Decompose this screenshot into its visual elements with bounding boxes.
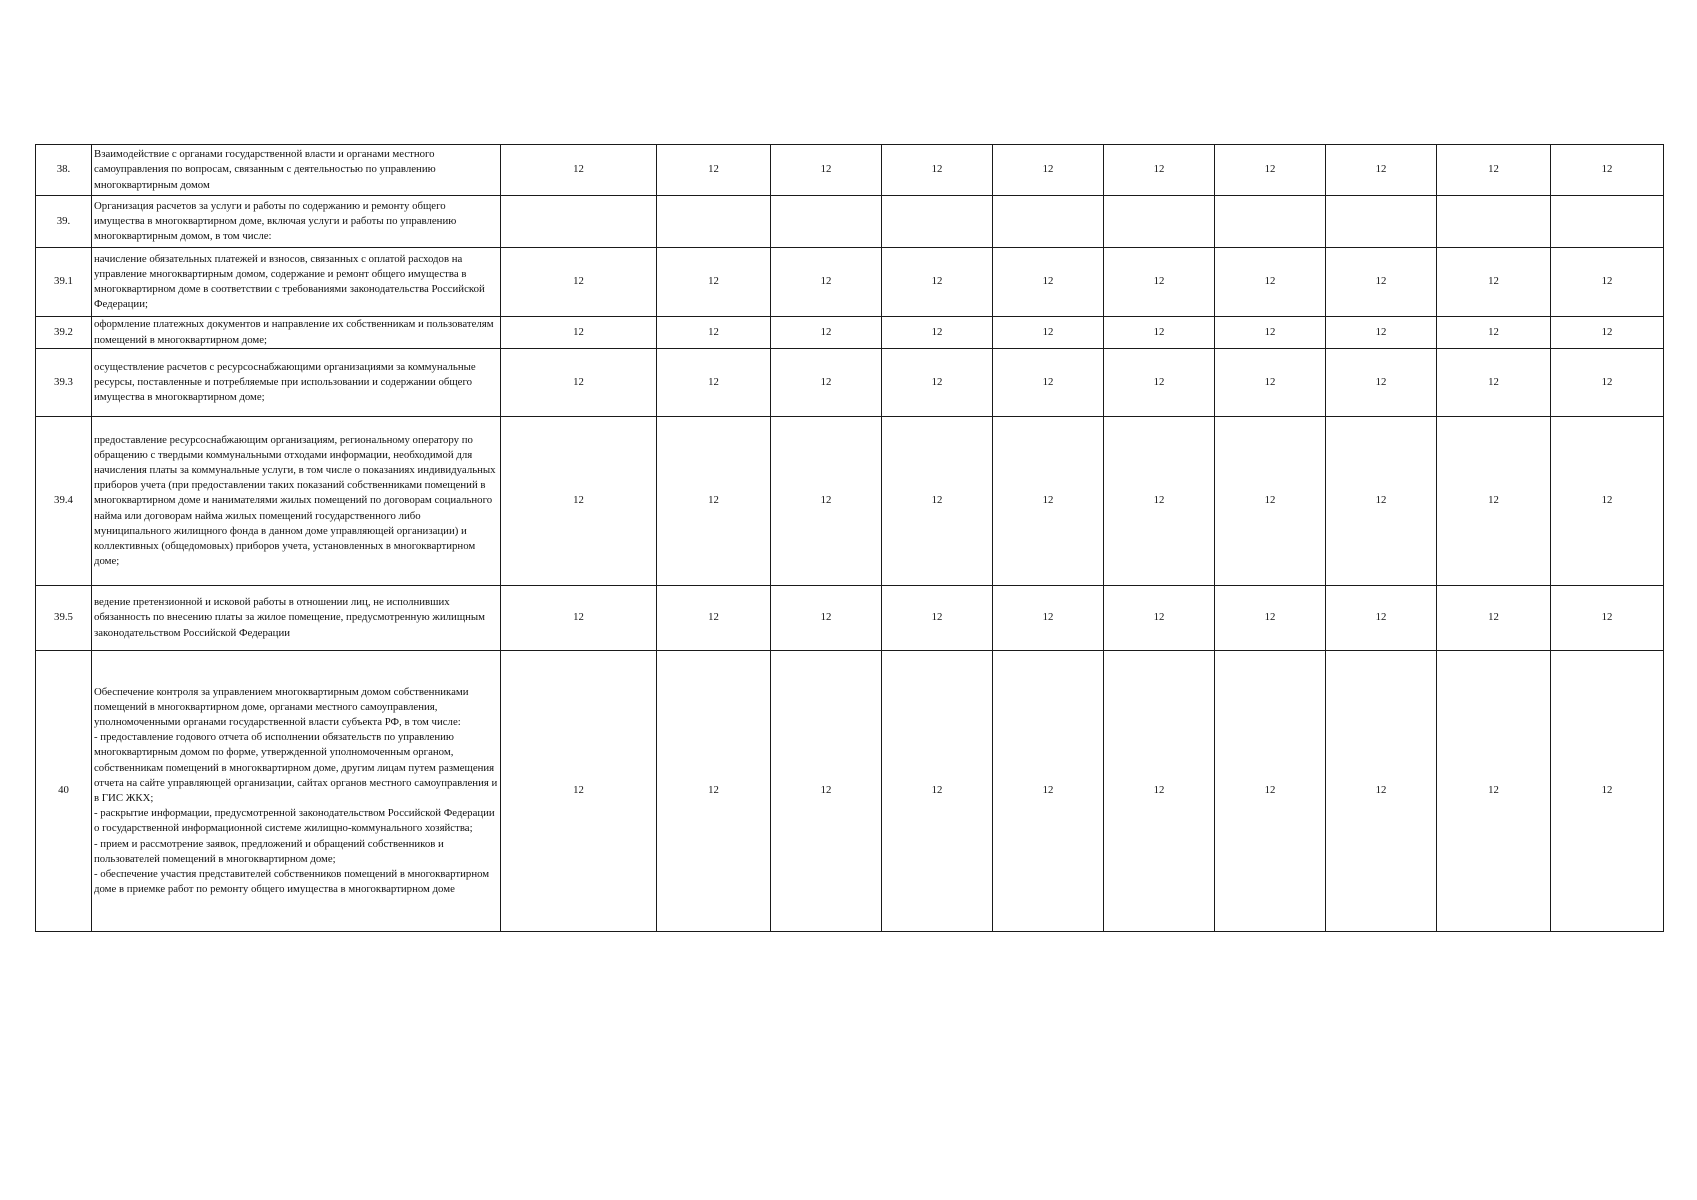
row-number: 39.4 — [36, 417, 92, 586]
value-cell: 12 — [993, 248, 1104, 317]
value-cell: 12 — [882, 349, 993, 417]
value-cell: 12 — [1215, 317, 1326, 349]
value-cell: 12 — [1326, 651, 1437, 932]
row-number: 40 — [36, 651, 92, 932]
value-cell: 12 — [1104, 586, 1215, 651]
row-number: 39. — [36, 196, 92, 248]
row-number: 39.2 — [36, 317, 92, 349]
services-table — [35, 144, 1664, 932]
row-number: 39.1 — [36, 248, 92, 317]
value-cell — [993, 196, 1104, 248]
value-cell: 12 — [501, 651, 657, 932]
value-cell: 12 — [1437, 651, 1551, 932]
value-cell: 12 — [501, 417, 657, 586]
table-row — [36, 586, 1664, 651]
value-cell: 12 — [1551, 651, 1664, 932]
value-cell: 12 — [771, 248, 882, 317]
value-cell: 12 — [993, 349, 1104, 417]
row-description: ведение претензионной и исковой работы в отношении лиц, не исполнивших обязанность по внесению платы за жилое помещение, предусмотренную жилищным законодательством Российской Федерации — [92, 586, 501, 651]
value-cell: 12 — [1326, 248, 1437, 317]
value-cell: 12 — [1104, 248, 1215, 317]
value-cell: 12 — [1215, 349, 1326, 417]
table-row — [36, 417, 1664, 586]
value-cell: 12 — [1437, 145, 1551, 196]
value-cell: 12 — [1551, 145, 1664, 196]
value-cell: 12 — [882, 651, 993, 932]
value-cell: 12 — [657, 317, 771, 349]
value-cell: 12 — [882, 317, 993, 349]
value-cell: 12 — [1551, 586, 1664, 651]
value-cell: 12 — [771, 651, 882, 932]
value-cell: 12 — [993, 417, 1104, 586]
value-cell — [1326, 196, 1437, 248]
value-cell: 12 — [657, 349, 771, 417]
value-cell: 12 — [1326, 317, 1437, 349]
table-row — [36, 145, 1664, 196]
value-cell: 12 — [771, 145, 882, 196]
value-cell: 12 — [1437, 317, 1551, 349]
value-cell: 12 — [882, 586, 993, 651]
row-number: 39.5 — [36, 586, 92, 651]
value-cell: 12 — [1437, 349, 1551, 417]
value-cell: 12 — [501, 145, 657, 196]
row-description: Организация расчетов за услуги и работы по содержанию и ремонту общего имущества в многоквартирном доме, включая услуги и работы по управлению многоквартирным домом, в том числе: — [92, 196, 501, 248]
value-cell — [1215, 196, 1326, 248]
value-cell: 12 — [1437, 248, 1551, 317]
value-cell: 12 — [1551, 248, 1664, 317]
value-cell: 12 — [1326, 349, 1437, 417]
value-cell: 12 — [501, 586, 657, 651]
row-description: предоставление ресурсоснабжающим организациям, региональному оператору по обращению с твердыми коммунальными отходами информации, необходимой для начисления платы за коммунальные услуги, в том числе о показаниях индивидуальных приборов учета (при предоставлении таких показаний собственниками помещений в многоквартирном доме и нанимателями жилых помещений по договорам социального найма или договорам найма жилых помещений государственного либо муниципального жилищного фонда в данном доме управляющей организации) и коллективных (общедомовых) приборов учета, установленных в многоквартирном доме; — [92, 417, 501, 586]
value-cell: 12 — [1104, 651, 1215, 932]
value-cell — [771, 196, 882, 248]
row-description: оформление платежных документов и направление их собственникам и пользователям помещений в многоквартирном доме; — [92, 317, 501, 349]
value-cell: 12 — [993, 651, 1104, 932]
value-cell — [882, 196, 993, 248]
row-description: Взаимодействие с органами государственной власти и органами местного самоуправления по вопросам, связанным с деятельностью по управлению многоквартирным домом — [92, 145, 501, 196]
value-cell: 12 — [1215, 248, 1326, 317]
value-cell: 12 — [1215, 145, 1326, 196]
row-description: начисление обязательных платежей и взносов, связанных с оплатой расходов на управление многоквартирным домом, содержание и ремонт общего имущества в многоквартирном доме в соответствии с требованиями законодательства Российской Федерации; — [92, 248, 501, 317]
value-cell: 12 — [1437, 417, 1551, 586]
value-cell: 12 — [1215, 417, 1326, 586]
value-cell: 12 — [771, 317, 882, 349]
value-cell: 12 — [501, 248, 657, 317]
row-number: 39.3 — [36, 349, 92, 417]
value-cell: 12 — [1326, 145, 1437, 196]
value-cell — [1551, 196, 1664, 248]
value-cell: 12 — [501, 317, 657, 349]
value-cell: 12 — [657, 586, 771, 651]
value-cell: 12 — [882, 417, 993, 586]
value-cell: 12 — [1551, 317, 1664, 349]
value-cell: 12 — [657, 651, 771, 932]
value-cell: 12 — [657, 248, 771, 317]
value-cell: 12 — [993, 586, 1104, 651]
value-cell: 12 — [1104, 349, 1215, 417]
value-cell — [657, 196, 771, 248]
value-cell: 12 — [771, 586, 882, 651]
value-cell: 12 — [993, 317, 1104, 349]
table-row — [36, 196, 1664, 248]
value-cell: 12 — [501, 349, 657, 417]
value-cell: 12 — [1215, 651, 1326, 932]
value-cell: 12 — [657, 417, 771, 586]
table-row — [36, 317, 1664, 349]
value-cell: 12 — [771, 349, 882, 417]
value-cell: 12 — [771, 417, 882, 586]
value-cell: 12 — [1326, 586, 1437, 651]
value-cell: 12 — [1551, 349, 1664, 417]
value-cell: 12 — [1215, 586, 1326, 651]
value-cell — [1104, 196, 1215, 248]
row-description: осуществление расчетов с ресурсоснабжающими организациями за коммунальные ресурсы, поставленные и потребляемые при использовании и содержании общего имущества в многоквартирном доме; — [92, 349, 501, 417]
value-cell: 12 — [882, 248, 993, 317]
value-cell — [1437, 196, 1551, 248]
row-description: Обеспечение контроля за управлением многоквартирным домом собственниками помещений в многоквартирном доме, органами местного самоуправления, уполномоченными органами государственной власти субъекта РФ, в том числе: - предоставление годового отчета об исполнении обязательств по управлению многоквартирным домом по форме, утвержденной уполномоченным органом, собственникам помещений в многоквартирном доме, другим лицам путем размещения отчета на сайте управляющей организации, сайтах органов местного самоуправления и в ГИС ЖКХ; - раскрытие информации, предусмотренной законодательством Российской Федерации о государственной информационной системе жилищно-коммунального хозяйства; - прием и рассмотрение заявок, предложений и обращений собственников и пользователей помещений в многоквартирном доме; - обеспечение участия представителей собственников помещений в многоквартирном доме в приемке работ по ремонту общего имущества в многоквартирном доме — [92, 651, 501, 932]
value-cell: 12 — [1551, 417, 1664, 586]
row-number: 38. — [36, 145, 92, 196]
value-cell: 12 — [1326, 417, 1437, 586]
value-cell: 12 — [1104, 145, 1215, 196]
value-cell: 12 — [657, 145, 771, 196]
value-cell: 12 — [1104, 317, 1215, 349]
table-row — [36, 349, 1664, 417]
table-row — [36, 248, 1664, 317]
value-cell: 12 — [1104, 417, 1215, 586]
value-cell: 12 — [1437, 586, 1551, 651]
value-cell: 12 — [882, 145, 993, 196]
table-row — [36, 651, 1664, 932]
value-cell — [501, 196, 657, 248]
value-cell: 12 — [993, 145, 1104, 196]
